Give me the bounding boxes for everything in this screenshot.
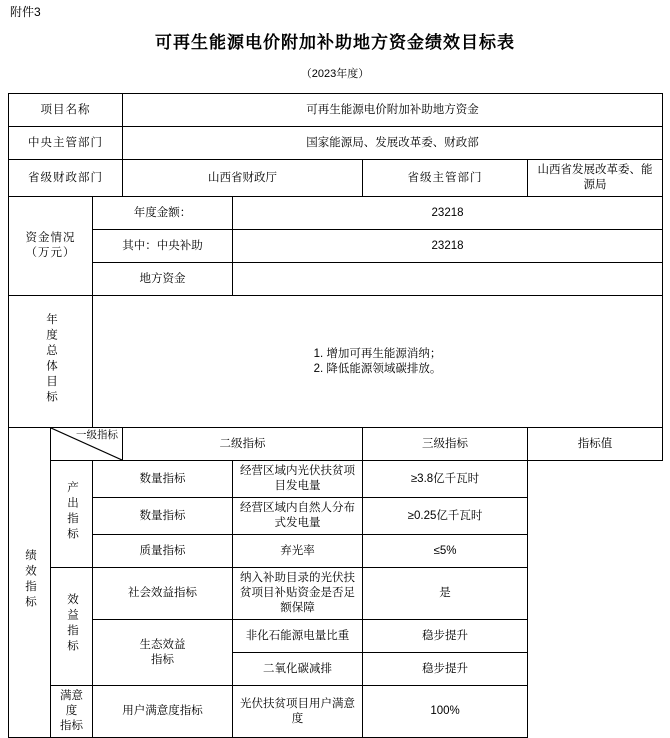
indicator-level3: 二氧化碳减排 — [233, 653, 363, 686]
central-dept-label: 中央主管部门 — [9, 127, 123, 160]
indicator-value: 100% — [363, 686, 528, 738]
indicator-value: 是 — [363, 568, 528, 620]
indicator-group-satisfaction-line1: 满意度 — [60, 690, 83, 717]
funds-label-line2: （万元） — [25, 247, 76, 259]
central-subsidy-value: 23218 — [233, 230, 663, 263]
page-title: 可再生能源电价附加补助地方资金绩效目标表 — [155, 33, 515, 52]
central-subsidy-label: 其中：中央补助 — [93, 230, 233, 263]
indicator-level3: 经营区域内自然人分布式发电量 — [233, 498, 363, 535]
indicator-level2-line2: 指标 — [151, 653, 175, 666]
annual-goal-line-1: 1. 增加可再生能源消纳； — [313, 347, 442, 360]
annual-goal-line-2: 2. 降低能源领域碳排放。 — [313, 362, 442, 375]
indicator-level3: 纳入补助目录的光伏扶贫项目补贴资金是否足额保障 — [233, 568, 363, 620]
perf-indicator-label: 绩效指标 — [9, 428, 51, 738]
indicator-header-row — [9, 428, 663, 461]
province-finance-label: 省级财政部门 — [9, 160, 123, 197]
table-row — [9, 535, 663, 568]
table-row-province — [9, 160, 663, 197]
table-row — [9, 461, 663, 498]
province-dept-value: 山西省发展改革委、能源局 — [528, 160, 663, 197]
annual-goal-label: 年度总体目标 — [9, 296, 93, 428]
province-dept-label: 省级主管部门 — [363, 160, 528, 197]
indicator-level1-header — [51, 428, 123, 461]
central-dept-value: 国家能源局、发展改革委、财政部 — [123, 127, 663, 160]
indicator-level2: 数量指标 — [93, 498, 233, 535]
indicator-group-output: 产出指标 — [51, 461, 93, 568]
indicator-level2: 社会效益指标 — [93, 568, 233, 620]
performance-goal-table — [8, 93, 663, 738]
indicator-value: ≥3.8亿千瓦时 — [363, 461, 528, 498]
indicator-level2: 数量指标 — [93, 461, 233, 498]
table-row — [9, 568, 663, 620]
local-funds-value — [233, 263, 663, 296]
annual-amount-value: 23218 — [233, 197, 663, 230]
project-name-label: 项目名称 — [9, 94, 123, 127]
indicator-group-satisfaction-line2: 指标 — [60, 720, 83, 732]
project-name-value: 可再生能源电价附加补助地方资金 — [123, 94, 663, 127]
table-row-central-dept — [9, 127, 663, 160]
indicator-level2: 质量指标 — [93, 535, 233, 568]
table-row — [9, 686, 663, 738]
indicator-level2: 用户满意度指标 — [93, 686, 233, 738]
local-funds-label: 地方资金 — [93, 263, 233, 296]
indicator-level2-line1: 生态效益 — [139, 638, 186, 651]
attachment-number: 附件3 — [10, 5, 41, 19]
indicator-level3-header: 三级指标 — [363, 428, 528, 461]
table-row-central-subsidy — [9, 230, 663, 263]
table-row — [9, 620, 663, 653]
table-row-project-name — [9, 94, 663, 127]
indicator-group-benefit: 效益指标 — [51, 568, 93, 686]
table-row-annual-goal — [9, 296, 663, 428]
table-row — [9, 498, 663, 535]
funds-label-line1: 资金情况 — [25, 232, 76, 244]
indicator-level3: 经营区域内光伏扶贫项目发电量 — [233, 461, 363, 498]
page-subtitle: （2023年度） — [300, 68, 370, 80]
indicator-value: ≤5% — [363, 535, 528, 568]
funds-label — [9, 197, 93, 296]
indicator-level3: 非化石能源电量比重 — [233, 620, 363, 653]
indicator-level1-header-label: 一级指标 — [76, 429, 119, 441]
indicator-value-header: 指标值 — [528, 428, 663, 461]
indicator-level2 — [93, 620, 233, 686]
indicator-value: ≥0.25亿千瓦时 — [363, 498, 528, 535]
indicator-level3: 弃光率 — [233, 535, 363, 568]
indicator-value: 稳步提升 — [363, 653, 528, 686]
indicator-value: 稳步提升 — [363, 620, 528, 653]
table-row-annual-amount — [9, 197, 663, 230]
indicator-group-satisfaction — [51, 686, 93, 738]
annual-amount-label: 年度金额： — [93, 197, 233, 230]
indicator-level2-header: 二级指标 — [123, 428, 363, 461]
province-finance-value: 山西省财政厅 — [123, 160, 363, 197]
indicator-level3: 光伏扶贫项目用户满意度 — [233, 686, 363, 738]
annual-goal-body — [93, 296, 663, 428]
table-row-local-funds — [9, 263, 663, 296]
